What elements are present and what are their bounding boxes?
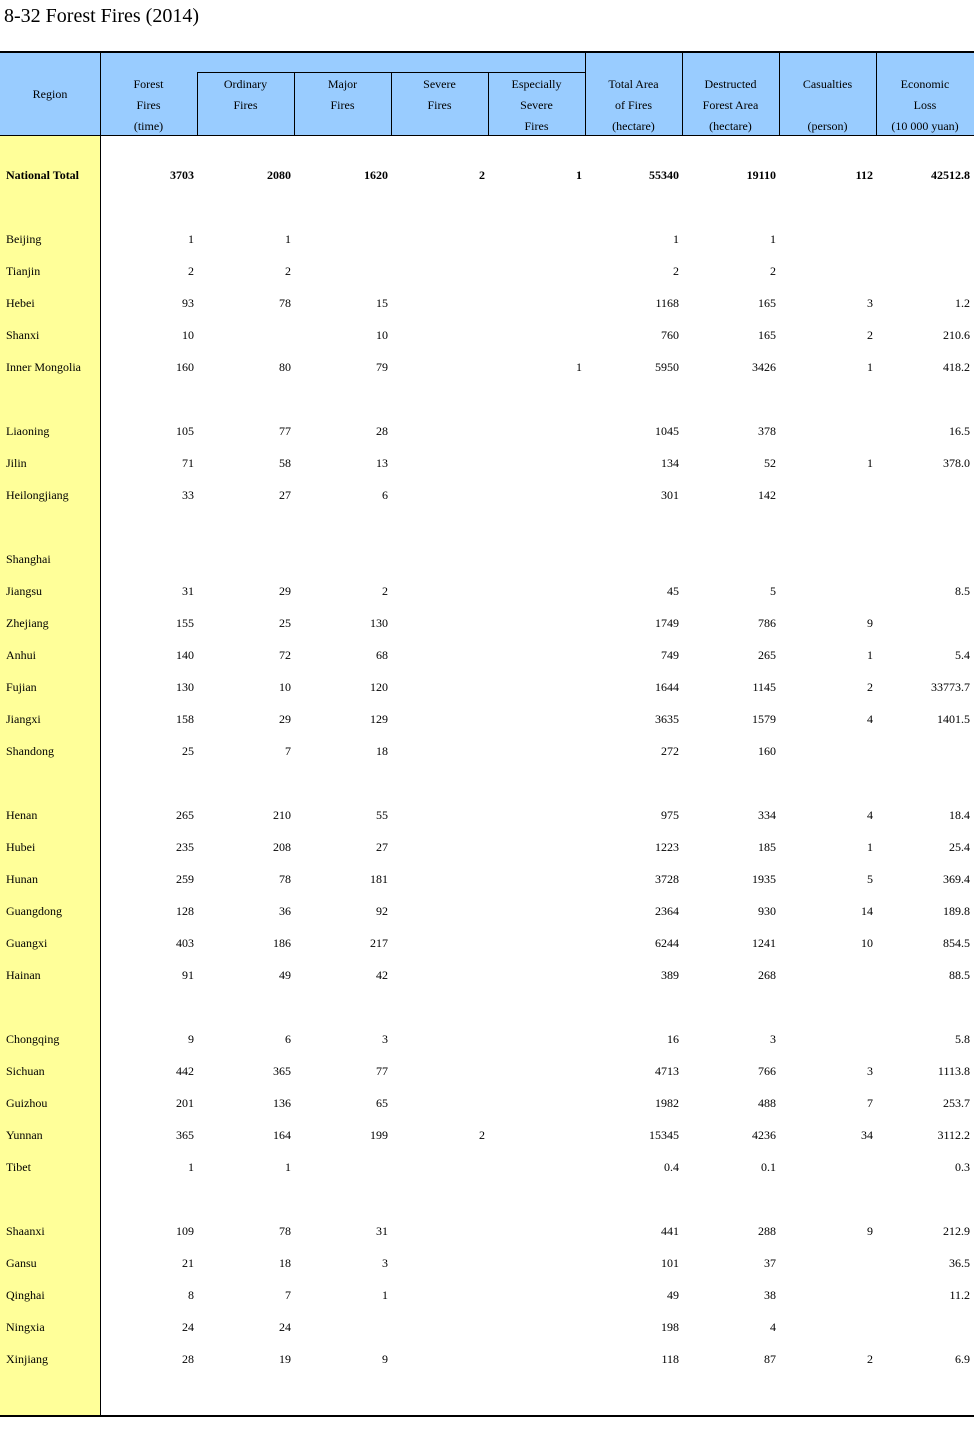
row-region-label: Shanxi [6,328,40,342]
row-region-label: Beijing [6,232,42,246]
cell-total-area: 272 [661,744,679,758]
row-region-label: Jilin [6,456,27,470]
bottom-rule [0,1415,974,1417]
header-forest-fires: Forest Fires (time) [133,77,164,133]
cell-forest-fires: 155 [176,616,194,630]
cell-major-fires: 120 [370,680,388,694]
cell-ordinary-fires: 2080 [267,168,291,182]
cell-ordinary-fires: 210 [273,808,291,822]
cell-forest-fires: 140 [176,648,194,662]
cell-forest-fires: 24 [182,1320,194,1334]
cell-ordinary-fires: 36 [279,904,291,918]
cell-forest-fires: 201 [176,1096,194,1110]
cell-total-area: 3728 [655,872,679,886]
cell-especially-severe-fires: 1 [576,168,582,182]
cell-economic-loss: 253.7 [943,1096,970,1110]
row-region-label: Hebei [6,296,35,310]
cell-total-area: 1982 [655,1096,679,1110]
cell-casualties: 7 [867,1096,873,1110]
cell-forest-fires: 8 [188,1288,194,1302]
page-title: 8-32 Forest Fires (2014) [4,5,199,27]
cell-severe-fires: 2 [479,1128,485,1142]
cell-major-fires: 2 [382,584,388,598]
cell-economic-loss: 0.3 [955,1160,970,1174]
cell-forest-fires: 33 [182,488,194,502]
cell-casualties: 4 [867,808,873,822]
cell-casualties: 4 [867,712,873,726]
row-region-label: Guangxi [6,936,48,950]
cell-forest-fires: 1 [188,232,194,246]
cell-forest-fires: 128 [176,904,194,918]
cell-total-area: 118 [661,1352,679,1366]
cell-casualties: 9 [867,1224,873,1238]
cell-forest-fires: 71 [182,456,194,470]
cell-major-fires: 42 [376,968,388,982]
cell-forest-fires: 160 [176,360,194,374]
cell-total-area: 0.4 [664,1160,679,1174]
cell-destructed-area: 265 [758,648,776,662]
cell-economic-loss: 854.5 [943,936,970,950]
cell-casualties: 2 [867,328,873,342]
cell-casualties: 9 [867,616,873,630]
cell-major-fires: 68 [376,648,388,662]
cell-destructed-area: 1241 [752,936,776,950]
cell-ordinary-fires: 1 [285,1160,291,1174]
cell-economic-loss: 36.5 [949,1256,970,1270]
cell-forest-fires: 28 [182,1352,194,1366]
cell-forest-fires: 2 [188,264,194,278]
row-region-label: Shaanxi [6,1224,45,1238]
cell-economic-loss: 212.9 [943,1224,970,1238]
top-rule [0,51,974,53]
cell-forest-fires: 235 [176,840,194,854]
cell-destructed-area: 160 [758,744,776,758]
cell-total-area: 4713 [655,1064,679,1078]
row-region-label: Qinghai [6,1288,45,1302]
row-region-label: Guizhou [6,1096,48,1110]
row-region-label: Tianjin [6,264,41,278]
cell-ordinary-fires: 186 [273,936,291,950]
cell-total-area: 301 [661,488,679,502]
row-region-label: Guangdong [6,904,62,918]
cell-destructed-area: 766 [758,1064,776,1078]
cell-severe-fires: 2 [479,168,485,182]
cell-forest-fires: 10 [182,328,194,342]
cell-major-fires: 6 [382,488,388,502]
cell-forest-fires: 109 [176,1224,194,1238]
cell-economic-loss: 33773.7 [931,680,970,694]
cell-economic-loss: 88.5 [949,968,970,982]
row-region-label: Ningxia [6,1320,45,1334]
cell-total-area: 101 [661,1256,679,1270]
cell-forest-fires: 259 [176,872,194,886]
cell-forest-fires: 25 [182,744,194,758]
cell-economic-loss: 1.2 [955,296,970,310]
cell-forest-fires: 9 [188,1032,194,1046]
cell-economic-loss: 189.8 [943,904,970,918]
cell-destructed-area: 87 [764,1352,776,1366]
cell-ordinary-fires: 1 [285,232,291,246]
cell-forest-fires: 91 [182,968,194,982]
cell-major-fires: 129 [370,712,388,726]
cell-forest-fires: 403 [176,936,194,950]
cell-destructed-area: 5 [770,584,776,598]
cell-destructed-area: 488 [758,1096,776,1110]
cell-ordinary-fires: 19 [279,1352,291,1366]
cell-forest-fires: 1 [188,1160,194,1174]
cell-destructed-area: 3 [770,1032,776,1046]
cell-casualties: 5 [867,872,873,886]
row-region-label: Zhejiang [6,616,49,630]
row-region-label: Shanghai [6,552,51,566]
cell-economic-loss: 11.2 [949,1288,970,1302]
cell-total-area: 45 [667,584,679,598]
cell-economic-loss: 1401.5 [937,712,970,726]
cell-destructed-area: 4 [770,1320,776,1334]
cell-ordinary-fires: 7 [285,744,291,758]
cell-economic-loss: 16.5 [949,424,970,438]
cell-destructed-area: 1 [770,232,776,246]
cell-economic-loss: 8.5 [955,584,970,598]
cell-economic-loss: 5.4 [955,648,970,662]
row-region-label: Sichuan [6,1064,45,1078]
cell-forest-fires: 265 [176,808,194,822]
cell-forest-fires: 442 [176,1064,194,1078]
cell-destructed-area: 38 [764,1288,776,1302]
cell-major-fires: 28 [376,424,388,438]
row-region-label: Liaoning [6,424,50,438]
cell-destructed-area: 19110 [746,168,776,182]
cell-destructed-area: 334 [758,808,776,822]
cell-economic-loss: 210.6 [943,328,970,342]
cell-total-area: 2 [673,264,679,278]
cell-forest-fires: 31 [182,584,194,598]
cell-destructed-area: 4236 [752,1128,776,1142]
cell-total-area: 1045 [655,424,679,438]
cell-major-fires: 10 [376,328,388,342]
cell-ordinary-fires: 136 [273,1096,291,1110]
cell-major-fires: 92 [376,904,388,918]
cell-casualties: 2 [867,1352,873,1366]
cell-ordinary-fires: 10 [279,680,291,694]
cell-major-fires: 13 [376,456,388,470]
cell-destructed-area: 2 [770,264,776,278]
cell-ordinary-fires: 29 [279,712,291,726]
cell-forest-fires: 21 [182,1256,194,1270]
cell-forest-fires: 130 [176,680,194,694]
cell-destructed-area: 268 [758,968,776,982]
cell-total-area: 2364 [655,904,679,918]
cell-total-area: 1223 [655,840,679,854]
header-region: Region [32,87,68,101]
cell-casualties: 1 [867,648,873,662]
cell-destructed-area: 288 [758,1224,776,1238]
cell-economic-loss: 418.2 [943,360,970,374]
cell-casualties: 10 [861,936,873,950]
row-region-label: Fujian [6,680,37,694]
cell-ordinary-fires: 29 [279,584,291,598]
cell-economic-loss: 378.0 [943,456,970,470]
cell-destructed-area: 930 [758,904,776,918]
cell-destructed-area: 378 [758,424,776,438]
header-severe-fires: Severe Fires [423,77,456,112]
cell-ordinary-fires: 365 [273,1064,291,1078]
cell-total-area: 1168 [655,296,679,310]
cell-major-fires: 77 [376,1064,388,1078]
cell-destructed-area: 165 [758,296,776,310]
cell-major-fires: 31 [376,1224,388,1238]
header-destructed-area: Destructed Forest Area (hectare) [702,77,759,133]
row-region-label: Anhui [6,648,36,662]
cell-major-fires: 3 [382,1032,388,1046]
header-economic-loss: Economic Loss (10 000 yuan) [891,77,959,133]
cell-ordinary-fires: 24 [279,1320,291,1334]
cell-ordinary-fires: 72 [279,648,291,662]
cell-casualties: 1 [867,360,873,374]
row-region-label: Inner Mongolia [6,360,81,374]
header-major-fires: Major Fires [327,77,358,112]
cell-major-fires: 1 [382,1288,388,1302]
cell-ordinary-fires: 78 [279,872,291,886]
cell-major-fires: 15 [376,296,388,310]
cell-ordinary-fires: 164 [273,1128,291,1142]
cell-major-fires: 199 [370,1128,388,1142]
cell-casualties: 14 [861,904,873,918]
cell-destructed-area: 1935 [752,872,776,886]
header-especially-severe-fires: Especially Severe Fires [511,77,562,133]
cell-total-area: 134 [661,456,679,470]
cell-destructed-area: 1145 [752,680,776,694]
cell-casualties: 1 [867,840,873,854]
cell-destructed-area: 52 [764,456,776,470]
cell-total-area: 1644 [655,680,679,694]
cell-major-fires: 217 [370,936,388,950]
cell-total-area: 16 [667,1032,679,1046]
cell-total-area: 760 [661,328,679,342]
row-region-label: Tibet [6,1160,31,1174]
row-region-label: Yunnan [6,1128,43,1142]
cell-major-fires: 9 [382,1352,388,1366]
cell-destructed-area: 1579 [752,712,776,726]
cell-major-fires: 1620 [364,168,388,182]
cell-total-area: 55340 [649,168,679,182]
cell-destructed-area: 142 [758,488,776,502]
row-region-label: Chongqing [6,1032,60,1046]
cell-destructed-area: 786 [758,616,776,630]
cell-total-area: 198 [661,1320,679,1334]
cell-major-fires: 3 [382,1256,388,1270]
row-region-label: Xinjiang [6,1352,48,1366]
cell-total-area: 389 [661,968,679,982]
cell-economic-loss: 5.8 [955,1032,970,1046]
cell-major-fires: 130 [370,616,388,630]
cell-ordinary-fires: 78 [279,296,291,310]
cell-ordinary-fires: 58 [279,456,291,470]
row-region-label: Hainan [6,968,41,982]
cell-total-area: 3635 [655,712,679,726]
cell-total-area: 49 [667,1288,679,1302]
cell-casualties: 3 [867,296,873,310]
row-region-label: Jiangsu [6,584,42,598]
cell-ordinary-fires: 78 [279,1224,291,1238]
cell-ordinary-fires: 7 [285,1288,291,1302]
header-total-area: Total Area of Fires (hectare) [608,77,659,133]
cell-economic-loss: 25.4 [949,840,970,854]
cell-forest-fires: 365 [176,1128,194,1142]
region-divider [100,51,101,1416]
cell-forest-fires: 3703 [170,168,194,182]
cell-economic-loss: 42512.8 [931,168,970,182]
cell-total-area: 1749 [655,616,679,630]
cell-destructed-area: 0.1 [761,1160,776,1174]
cell-ordinary-fires: 49 [279,968,291,982]
cell-ordinary-fires: 27 [279,488,291,502]
cell-casualties: 1 [867,456,873,470]
cell-total-area: 441 [661,1224,679,1238]
cell-major-fires: 55 [376,808,388,822]
cell-major-fires: 181 [370,872,388,886]
cell-total-area: 6244 [655,936,679,950]
header-casualties: Casualties (person) [802,77,853,133]
row-region-label: Hubei [6,840,36,854]
cell-casualties: 112 [855,168,873,182]
cell-economic-loss: 18.4 [949,808,970,822]
cell-economic-loss: 6.9 [955,1352,970,1366]
row-region-label: National Total [6,168,80,182]
cell-total-area: 1 [673,232,679,246]
cell-major-fires: 27 [376,840,388,854]
row-region-label: Jiangxi [6,712,41,726]
cell-ordinary-fires: 2 [285,264,291,278]
row-region-label: Henan [6,808,38,822]
cell-casualties: 3 [867,1064,873,1078]
cell-especially-severe-fires: 1 [576,360,582,374]
cell-ordinary-fires: 208 [273,840,291,854]
row-region-label: Shandong [6,744,54,758]
row-region-label: Heilongjiang [6,488,69,502]
cell-total-area: 749 [661,648,679,662]
row-region-label: Hunan [6,872,38,886]
cell-destructed-area: 165 [758,328,776,342]
cell-economic-loss: 1113.8 [937,1064,970,1078]
cell-forest-fires: 105 [176,424,194,438]
cell-casualties: 2 [867,680,873,694]
row-region-label: Gansu [6,1256,37,1270]
cell-ordinary-fires: 18 [279,1256,291,1270]
cell-destructed-area: 37 [764,1256,776,1270]
cell-destructed-area: 3426 [752,360,776,374]
cell-economic-loss: 3112.2 [937,1128,970,1142]
cell-total-area: 975 [661,808,679,822]
cell-economic-loss: 369.4 [943,872,970,886]
cell-total-area: 5950 [655,360,679,374]
header-ordinary-fires: Ordinary Fires [223,77,268,112]
cell-destructed-area: 185 [758,840,776,854]
cell-total-area: 15345 [649,1128,679,1142]
cell-forest-fires: 158 [176,712,194,726]
forest-fires-table [0,51,974,1417]
cell-forest-fires: 93 [182,296,194,310]
cell-ordinary-fires: 25 [279,616,291,630]
cell-major-fires: 65 [376,1096,388,1110]
cell-ordinary-fires: 77 [279,424,291,438]
cell-major-fires: 18 [376,744,388,758]
cell-ordinary-fires: 80 [279,360,291,374]
cell-major-fires: 79 [376,360,388,374]
cell-ordinary-fires: 6 [285,1032,291,1046]
cell-casualties: 34 [861,1128,873,1142]
